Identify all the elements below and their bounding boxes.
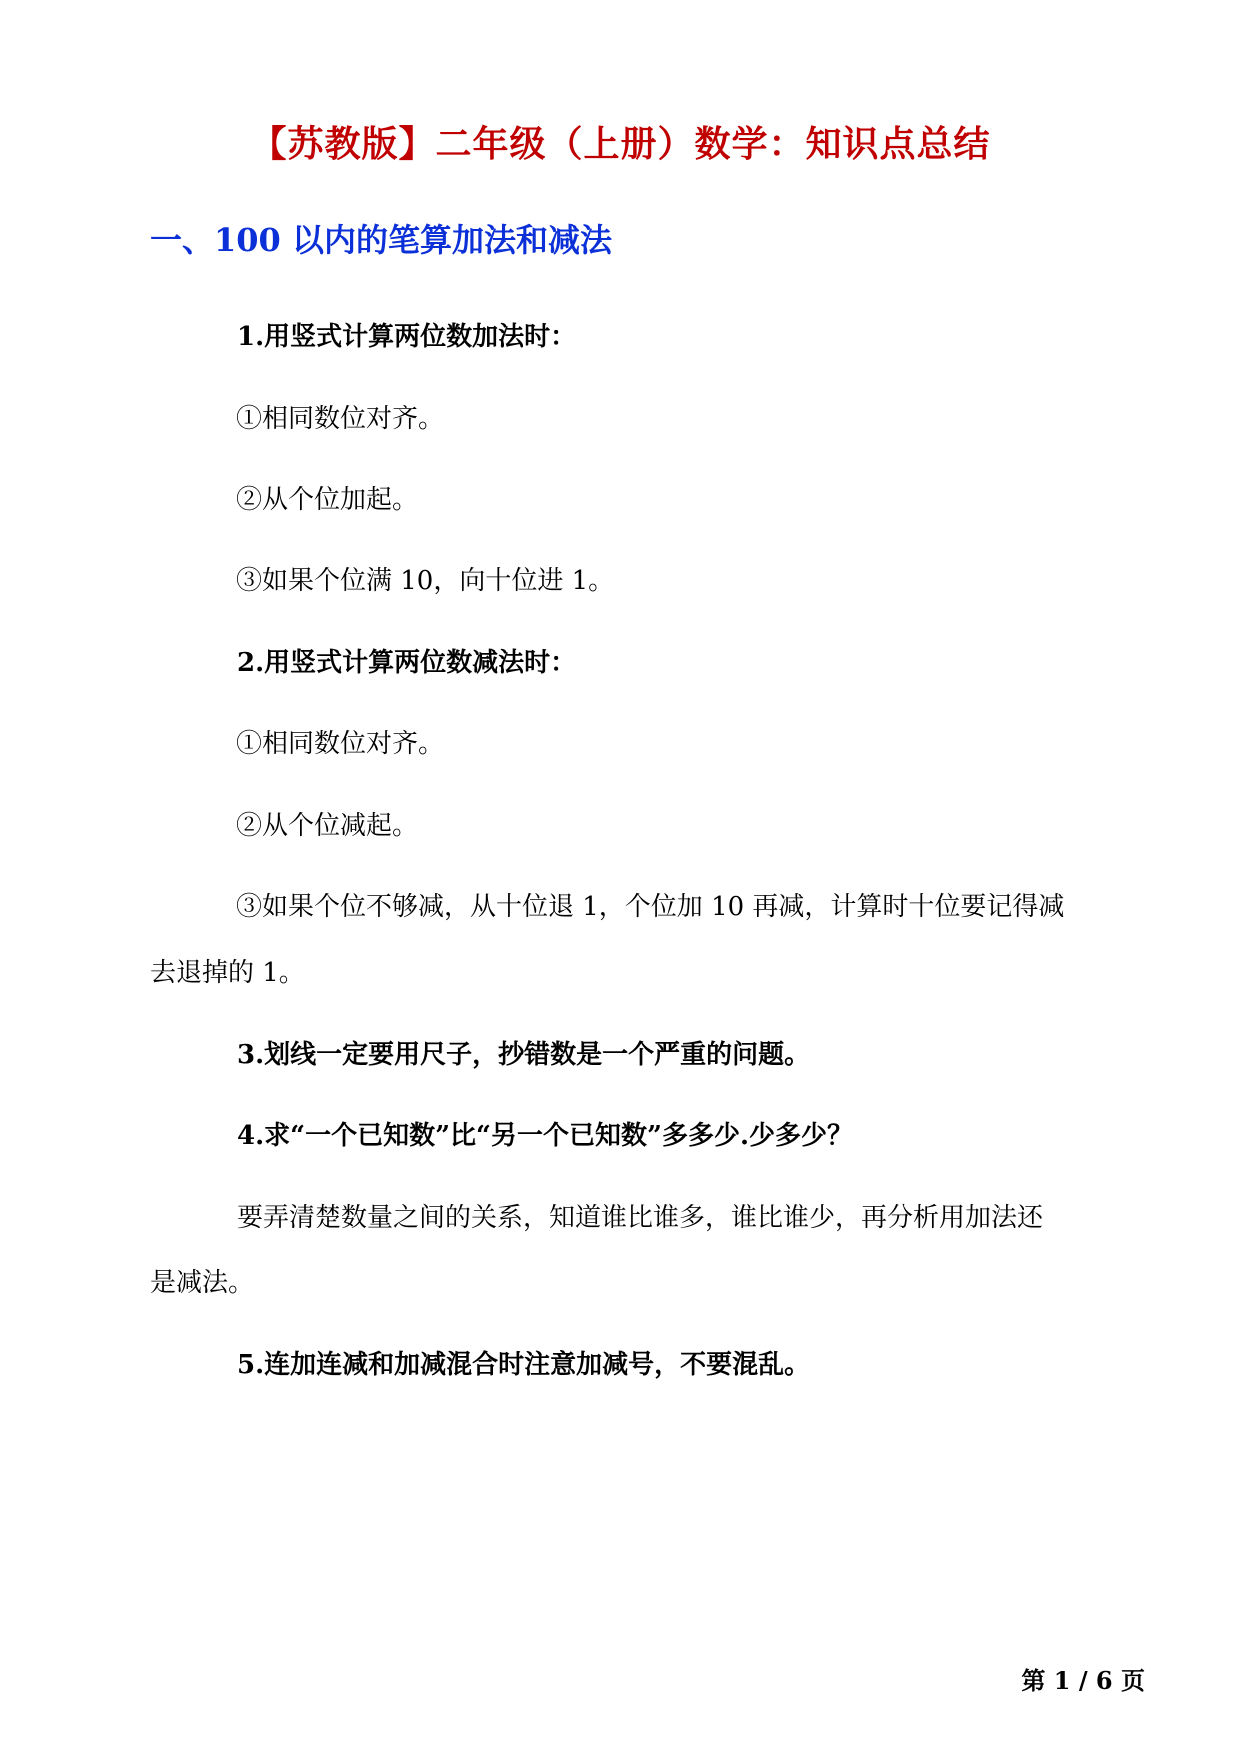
subtraction-step-3-line-1: ③如果个位不够减，从十位退 1，个位加 10 再减，计算时十位要记得减	[236, 892, 1065, 922]
point-1-vertical-addition-heading: 1.用竖式计算两位数加法时：	[237, 322, 577, 352]
subtraction-step-3-line-2: 去退掉的 1。	[150, 958, 305, 988]
page-number: 第 1 / 6 页	[1021, 1666, 1145, 1695]
subtraction-step-2: ②从个位减起。	[236, 811, 419, 841]
addition-step-3: ③如果个位满 10，向十位进 1。	[236, 566, 615, 596]
point-5-mixed-addition-subtraction: 5.连加连减和加减混合时注意加减号，不要混乱。	[237, 1350, 811, 1380]
addition-step-1: ①相同数位对齐。	[236, 404, 445, 434]
document-title: 【苏教版】二年级（上册）数学：知识点总结	[250, 123, 991, 165]
point-4-compare-numbers-heading: 4.求“一个已知数”比“另一个已知数”多多少.少多少？	[237, 1121, 854, 1151]
subtraction-step-1: ①相同数位对齐。	[236, 729, 445, 759]
point-2-vertical-subtraction-heading: 2.用竖式计算两位数减法时：	[237, 648, 577, 678]
point-4-explanation-line-2: 是减法。	[150, 1268, 255, 1298]
point-4-explanation-line-1: 要弄清楚数量之间的关系，知道谁比谁多，谁比谁少，再分析用加法还	[237, 1203, 1044, 1233]
point-3-ruler-and-copying: 3.划线一定要用尺子，抄错数是一个严重的问题。	[237, 1040, 811, 1070]
addition-step-2: ②从个位加起。	[236, 485, 419, 515]
section-heading-addition-subtraction: 一、100 以内的笔算加法和减法	[150, 221, 612, 259]
